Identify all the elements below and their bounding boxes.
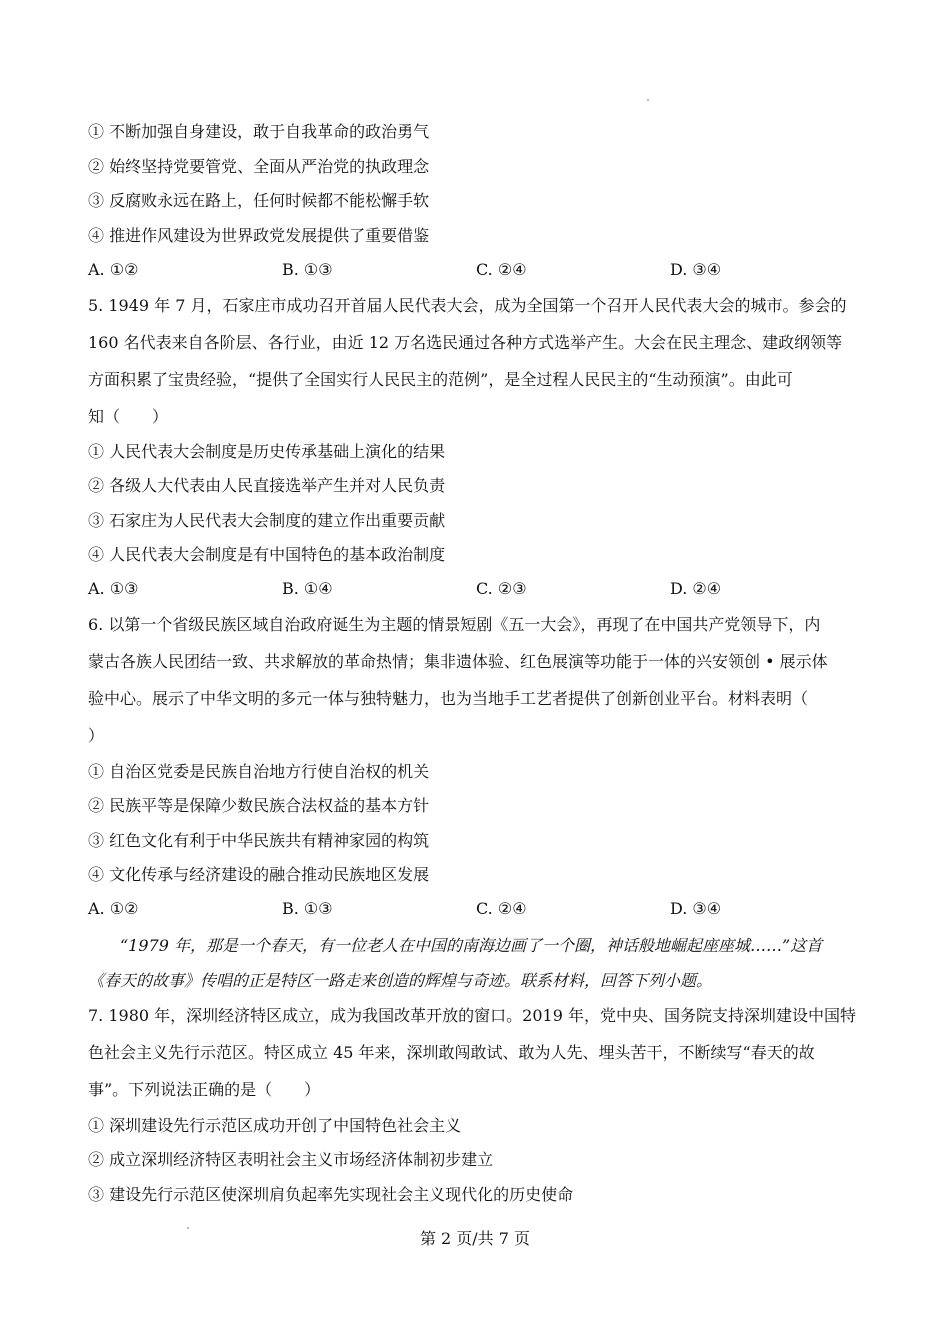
q4-options [88, 260, 888, 280]
q5-stem-line: 5. 1949 年 7 月，石家庄市成功召开首届人民代表大会，成为全国第一个召开人民代表大会的城市。参会的 [88, 296, 847, 315]
q6-option-c[interactable]: C. ②④ [476, 899, 527, 918]
scan-dot [647, 99, 649, 101]
q7-item-1: ① 深圳建设先行示范区成功开创了中国特色社会主义 [88, 1116, 462, 1135]
q6-option-b[interactable]: B. ①③ [282, 899, 333, 918]
q5-stem-line: 知（ ） [88, 407, 169, 426]
q6-stem-line: 蒙古各族人民团结一致、共求解放的革命热情；集非遗体验、红色展演等功能于一体的兴安领创 • 展示体 [88, 652, 828, 671]
q4-item-2: ② 始终坚持党要管党、全面从严治党的执政理念 [88, 157, 430, 176]
q5-item-2: ② 各级人大代表由人民直接选举产生并对人民负责 [88, 476, 446, 495]
q5-stem-line: 160 名代表来自各阶层、各行业，由近 12 万名选民通过各种方式选举产生。大会在民主理念、建政纲领等 [88, 333, 843, 352]
q7-item-2: ② 成立深圳经济特区表明社会主义市场经济体制初步建立 [88, 1150, 494, 1169]
q4-item-3: ③ 反腐败永远在路上，任何时候都不能松懈手软 [88, 191, 430, 210]
q7-stem-line: 色社会主义先行示范区。特区成立 45 年来，深圳敢闯敢试、敢为人先、埋头苦干，不断续写“春天的故 [88, 1043, 815, 1062]
q6-option-d[interactable]: D. ③④ [670, 899, 722, 918]
q5-item-3: ③ 石家庄为人民代表大会制度的建立作出重要贡献 [88, 511, 446, 530]
material-line: “1979 年，那是一个春天，有一位老人在中国的南海边画了一个圈，神话般地崛起座座城……”这首 [120, 936, 823, 955]
q7-stem-line: 事”。下列说法正确的是（ ） [88, 1080, 321, 1099]
q4-option-c[interactable]: C. ②④ [476, 260, 527, 279]
q5-item-4: ④ 人民代表大会制度是有中国特色的基本政治制度 [88, 545, 446, 564]
q4-option-b[interactable]: B. ①③ [282, 260, 333, 279]
material-line: 《春天的故事》传唱的正是特区一路走来创造的辉煌与奇迹。联系材料，回答下列小题。 [88, 971, 713, 990]
q6-stem-line: ） [88, 726, 105, 745]
q4-option-a[interactable]: A. ①② [88, 260, 139, 279]
q7-stem-line: 7. 1980 年，深圳经济特区成立，成为我国改革开放的窗口。2019 年，党中央、国务院支持深圳建设中国特 [88, 1006, 856, 1025]
q6-item-4: ④ 文化传承与经济建设的融合推动民族地区发展 [88, 865, 430, 884]
q5-option-d[interactable]: D. ②④ [670, 579, 722, 598]
q5-option-c[interactable]: C. ②③ [476, 579, 527, 598]
q5-option-b[interactable]: B. ①④ [282, 579, 333, 598]
q6-item-2: ② 民族平等是保障少数民族合法权益的基本方针 [88, 796, 430, 815]
q6-option-a[interactable]: A. ①② [88, 899, 139, 918]
q6-options [88, 899, 888, 919]
page-footer: 第 2 页/共 7 页 [419, 1229, 531, 1248]
q6-item-3: ③ 红色文化有利于中华民族共有精神家园的构筑 [88, 831, 430, 850]
q4-option-d[interactable]: D. ③④ [670, 260, 722, 279]
q6-stem-line: 验中心。展示了中华文明的多元一体与独特魅力，也为当地手工艺者提供了创新创业平台。材料表明（ [88, 689, 809, 708]
q6-stem-line: 6. 以第一个省级民族区域自治政府诞生为主题的情景短剧《五一大会》，再现了在中国共产党领导下，内 [88, 615, 821, 634]
q5-option-a[interactable]: A. ①③ [88, 579, 139, 598]
q4-item-1: ① 不断加强自身建设，敢于自我革命的政治勇气 [88, 122, 430, 141]
q7-item-3: ③ 建设先行示范区使深圳肩负起率先实现社会主义现代化的历史使命 [88, 1185, 574, 1204]
q5-stem-line: 方面积累了宝贵经验，“提供了全国实行人民民主的范例”，是全过程人民民主的“生动预演”。由此可 [88, 370, 793, 389]
q6-item-1: ① 自治区党委是民族自治地方行使自治权的机关 [88, 762, 430, 781]
q5-item-1: ① 人民代表大会制度是历史传承基础上演化的结果 [88, 442, 446, 461]
q5-options [88, 579, 888, 599]
q4-item-4: ④ 推进作风建设为世界政党发展提供了重要借鉴 [88, 226, 430, 245]
